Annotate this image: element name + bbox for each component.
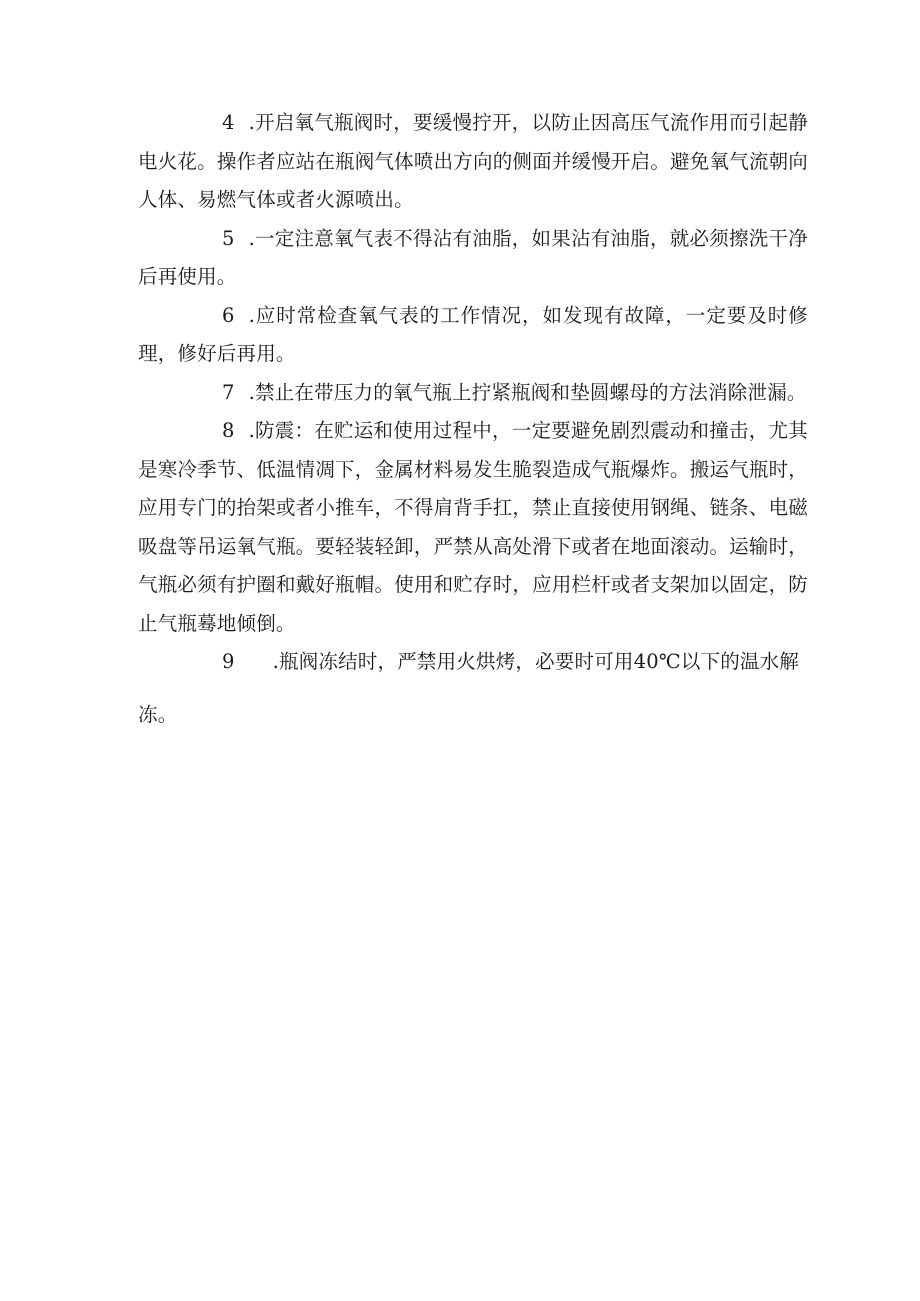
list-item-8 [138,412,808,643]
item-text: .应时常检查氧气表的工作情况，如发现有故障，一定要及时修理，修好后再用。 [138,303,808,365]
list-item-4 [138,104,808,220]
item-number: 8 [222,419,235,442]
item-number: 5 [222,226,235,250]
item-text: .一定注意氧气表不得沾有油脂，如果沾有油脂，就必须擦洗干净后再使用。 [138,226,808,288]
list-item-5 [138,220,808,297]
item-number: 6 [222,303,235,327]
item-text: .瓶阀冻结时，严禁用火烘烤，必要时可用40℃以下的温水解 [272,650,800,673]
item-text: .开启氧气瓶阀时，要缓慢拧开，以防止因高压气流作用而引起静电火花。操作者应站在瓶阀气体喷出方向的侧面并缓慢开启。避免氧气流朝向人体、易燃气体或者火源喷出。 [138,111,808,211]
item-number: 9 [222,650,235,673]
item-number: 7 [222,380,235,404]
list-item-7 [138,374,808,413]
item-number: 4 [222,111,235,134]
item-text: .禁止在带压力的氧气瓶上拧紧瓶阀和垫圆螺母的方法消除泄漏。 [248,380,807,404]
item-continuation: 冻。 [138,702,178,726]
list-item-6 [138,297,808,374]
item-text: .防震：在贮运和使用过程中，一定要避免剧烈震动和撞击，尤其是寒冷季节、低温情凋下，金属材料易发生脆裂造成气瓶爆炸。搬运气瓶时，应用专门的抬架或者小推车，不得肩背手扛，禁止直接使用钢绳、链条、电磁吸盘等吊运氧气瓶。要轻装轻卸，严禁从高处滑下或者在地面滚动。运输时，气瓶必须有护圈和戴好瓶帽。使用和贮存时，应用栏杆或者支架加以固定，防止气瓶蓦地倾倒。 [138,419,808,635]
list-item-9 [138,643,808,734]
document-body [138,104,808,734]
